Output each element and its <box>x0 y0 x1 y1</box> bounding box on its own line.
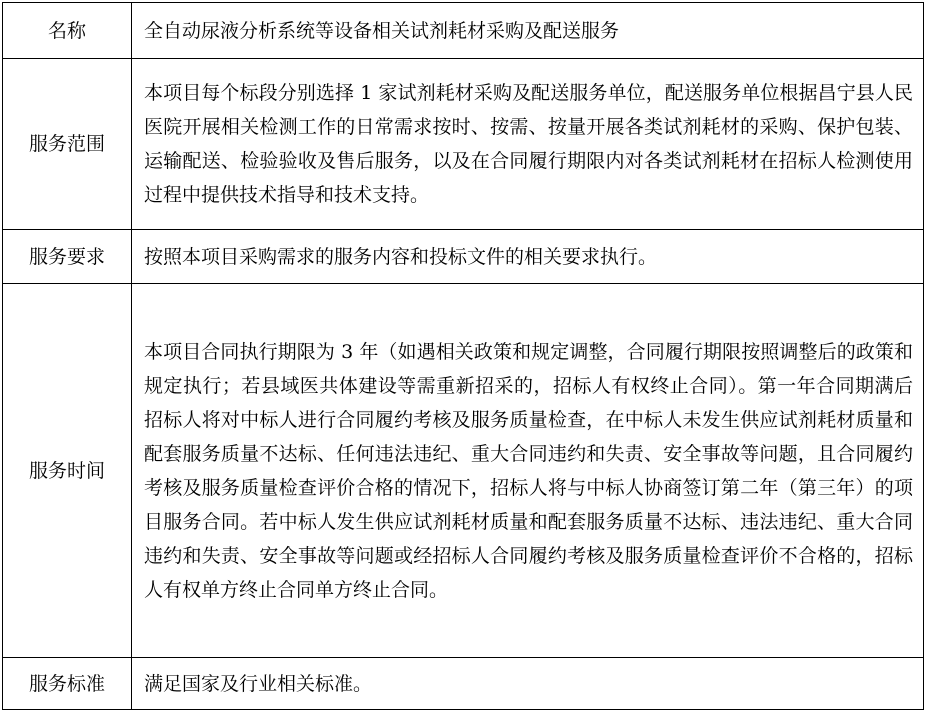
table-row-scope <box>3 59 924 230</box>
service-spec-table <box>2 2 924 710</box>
row-content-name: 全自动尿液分析系统等设备相关试剂耗材采购及配送服务 <box>132 3 924 59</box>
row-label-standard: 服务标准 <box>3 658 132 710</box>
row-content-scope: 本项目每个标段分别选择 1 家试剂耗材采购及配送服务单位，配送服务单位根据昌宁县人民医院开展相关检测工作的日常需求按时、按需、按量开展各类试剂耗材的采购、保护包装、运输配送、检验验收及售后服务，以及在合同履行期限内对各类试剂耗材在招标人检测使用过程中提供技术指导和技术支持。 <box>132 59 924 230</box>
table-row-name <box>3 3 924 59</box>
table-row-duration <box>3 284 924 658</box>
table-row-requirements <box>3 230 924 284</box>
row-label-duration: 服务时间 <box>3 284 132 658</box>
row-label-name: 名称 <box>3 3 132 59</box>
row-content-standard: 满足国家及行业相关标准。 <box>132 658 924 710</box>
table-row-standard <box>3 658 924 710</box>
row-content-requirements: 按照本项目采购需求的服务内容和投标文件的相关要求执行。 <box>132 230 924 284</box>
row-label-requirements: 服务要求 <box>3 230 132 284</box>
row-content-duration: 本项目合同执行期限为 3 年（如遇相关政策和规定调整，合同履行期限按照调整后的政策和规定执行；若县域医共体建设等需重新招采的，招标人有权终止合同）。第一年合同期满后招标人将对中标人进行合同履约考核及服务质量检查，在中标人未发生供应试剂耗材质量和配套服务质量不达标、任何违法违纪、重大合同违约和失责、安全事故等问题，且合同履约考核及服务质量检查评价合格的情况下，招标人将与中标人协商签订第二年（第三年）的项目服务合同。若中标人发生供应试剂耗材质量和配套服务质量不达标、违法违纪、重大合同违约和失责、安全事故等问题或经招标人合同履约考核及服务质量检查评价不合格的，招标人有权单方终止合同单方终止合同。 <box>132 284 924 658</box>
row-label-scope: 服务范围 <box>3 59 132 230</box>
